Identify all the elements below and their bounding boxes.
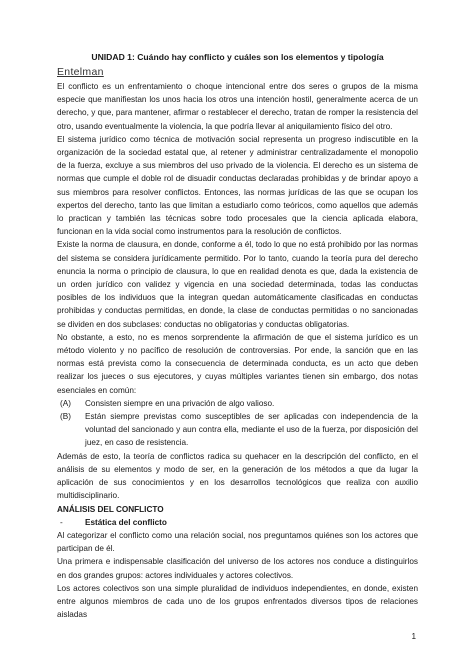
paragraph-conflict-definition: El conflicto es un enfrentamiento o choque intencional entre dos seres o grupos de la misma especie que manifiestan los unos hacia los otros una intención hostil, generalmente acerca de un derecho, y que, para mantener, afirmar o restablecer el derecho, tratan de romper la resistencia del otro, usando eventualmente la violencia, la que podría llevar al aniquilamiento físico del otro.: [57, 82, 418, 131]
paragraph-legal-system: El sistema jurídico como técnica de motivación social representa un progreso indiscutible en la organización de la sociedad estatal que, al retener y administrar centralizadamente el monopolio de la fuerza, excluye a sus miembros del uso privado de la violencia. El derecho es un sistema de normas que cumple el doble rol de disuadir conductas declaradas prohibidas y de brindar apoyo a sus miembros para resolver conflictos. Entonces, las normas jurídicas de las que se ocupan los expertos del derecho, tanto las que limitan a estudiarlo como teóricos, como aquellos que además lo practican y también las técnicas sobre todo procesales que la ciencia aplicada elabora, funcionan en la vida social como instrumentos para la resolución de conflictos.: [57, 134, 418, 237]
list-text: Consisten siempre en una privación de algo valioso.: [85, 398, 275, 408]
subsection-dash: -: [60, 517, 63, 527]
list-item-b: [57, 410, 418, 450]
list-text: Están siempre previstas como susceptibles de ser aplicadas con independencia de la voluntad del sancionado y aun contra ella, mediante el uso de la fuerza, por disposición del juez, en caso de resistencia.: [85, 412, 418, 448]
section-heading: ANÁLISIS DEL CONFLICTO: [57, 504, 164, 514]
subsection-heading: [57, 516, 418, 529]
paragraph-conflict-theory: Además de esto, la teoría de conflictos radica su quehacer en la descripción del conflicto, en el análisis de su elementos y modo de ser, en la generación de los métodos a que da lugar la aplicación de sus conocimientos y en los desarrollos tecnológicos que realiza con auxilio multidisciplinario.: [57, 451, 418, 501]
list-item-a: [57, 397, 418, 410]
author-heading: Entelman: [57, 66, 104, 78]
page-number: 1: [411, 632, 416, 641]
document-title: UNIDAD 1: Cuándo hay conflicto y cuáles son los elementos y tipología: [91, 52, 384, 62]
list-marker: (A): [60, 398, 71, 408]
paragraph-actors-classification: Una primera e indispensable clasificación del universo de los actores nos conduce a distinguirlos en dos grandes grupos: actores individuales y actores colectivos.: [57, 557, 418, 580]
paragraph-violent-method: No obstante, a esto, no es menos sorprendente la afirmación de que el sistema jurídico es un método violento y no pacífico de resolución de controversias. Por ende, la sanción que en las normas está prevista como la consecuencia de determinada conducta, es un acto que deben realizar los jueces o sus ejecutores, y cuyas múltiples variantes tienen sin embargo, dos notas esenciales en común:: [57, 332, 418, 395]
paragraph-closure-norm: Existe la norma de clausura, en donde, conforme a él, todo lo que no está prohibido por las normas del sistema se considera jurídicamente permitido. Por lo tanto, cuando la teoría pura del derecho enuncia la norma o principio de clausura, lo que en realidad denota es que, dada la existencia de un orden jurídico con validez y vigencia en una sociedad determinada, todas las conductas posibles de los individuos que la integran quedan automáticamente clasificadas en conductas prohibidas y conductas permitidas, en donde, la clase de conductas permitidas o no sancionadas se dividen en dos subclases: conductas no obligatorias y conductas obligatorias.: [57, 240, 418, 329]
subsection-label: Estática del conflicto: [85, 517, 167, 527]
list-marker: (B): [60, 412, 71, 422]
paragraph-actors-question: Al categorizar el conflicto como una relación social, nos preguntamos quiénes son los actores que participan de él.: [57, 530, 418, 554]
paragraph-collective-actors: Los actores colectivos son una simple pluralidad de individuos independientes, en donde, existen entre algunos miembros de cada uno de los grupos enfrentados diversos tipos de relaciones aisladas: [57, 583, 418, 620]
